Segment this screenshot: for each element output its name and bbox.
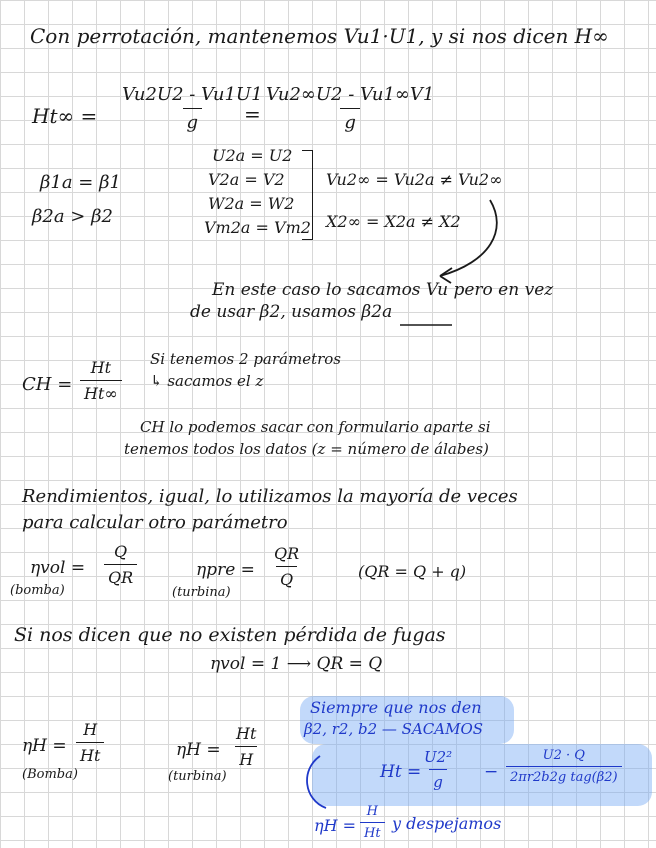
ht-fraction-2 [506, 748, 622, 785]
nh-bomba-num: H [83, 720, 98, 739]
ch-num: Ht [90, 358, 112, 377]
nvol-one-text: ηvol = 1 ⟶ QR = Q [210, 654, 383, 674]
nh-turbina-fraction [232, 724, 260, 769]
htoo-frac1-num: Vu2U2 - Vu1U1 [122, 84, 263, 105]
nvol-sub: (bomba) [10, 583, 65, 598]
despejamos-text: y despejamos [392, 814, 502, 833]
system-brace [302, 150, 313, 240]
despejamos-lhs: ηH = [314, 816, 357, 835]
despejamos-fraction [360, 804, 385, 841]
nvol-fraction [104, 542, 137, 587]
ch-fraction [80, 358, 122, 403]
npre-fraction [270, 544, 303, 589]
ch-lhs: CH = [22, 374, 73, 395]
siempre-line-2: β2, r2, b2 — SACAMOS [304, 720, 484, 738]
ht-frac2-den: 2πr2b2g tag(β2) [506, 766, 622, 785]
ht-frac2-num: U2 · Q [542, 748, 585, 763]
htoo-frac2-den: g [340, 108, 360, 133]
ht-minus: − [484, 762, 499, 782]
htoo-equals: = [244, 102, 261, 126]
ht-frac1-den: g [429, 769, 447, 791]
system-right-1: Vu2∞ = Vu2a ≠ Vu2∞ [326, 170, 503, 189]
despejamos-num: H [366, 804, 378, 819]
nh-bomba-den: Ht [76, 742, 104, 765]
nvol-num: Q [114, 542, 128, 561]
system-line-1: U2a = U2 [212, 146, 293, 165]
note-case-line-1: En este caso lo sacamos Vu pero en vez [212, 280, 554, 300]
npre-den: Q [276, 566, 297, 589]
ch-formulario-2: tenemos todos los datos (z = número de álabes) [124, 440, 489, 458]
fugas-text: Si nos dicen que no existen pérdida de fugas [14, 624, 446, 646]
ht-lhs: Ht = [380, 762, 422, 782]
nh-bomba-fraction [76, 720, 104, 765]
nvol-den: QR [104, 564, 137, 587]
nh-turbina-num: Ht [236, 724, 257, 743]
npre-lhs: ηpre = [196, 560, 255, 580]
ch-formulario-1: CH lo podemos sacar con formulario aparte si [140, 418, 491, 436]
qr-definition: (QR = Q + q) [358, 562, 467, 581]
htoo-frac1-den: g [183, 108, 203, 133]
ch-note-2: ↳ sacamos el z [150, 372, 264, 390]
system-line-2: V2a = V2 [208, 170, 285, 189]
siempre-line-1: Siempre que nos den [310, 698, 482, 717]
nh-turbina-sub: (turbina) [168, 769, 227, 784]
htoo-frac2-num: Vu2∞U2 - Vu1∞V1 [266, 84, 435, 105]
ht-fraction-1 [420, 748, 456, 791]
npre-sub: (turbina) [172, 585, 231, 600]
beta1-relation: β1a = β1 [40, 172, 121, 193]
npre-num: QR [274, 544, 300, 563]
ch-note-1: Si tenemos 2 parámetros [150, 350, 342, 368]
beta2-relation: β2a > β2 [32, 206, 113, 227]
ht-frac1-num: U2² [424, 748, 453, 766]
nh-bomba-sub: (Bomba) [22, 767, 78, 782]
system-right-2: X2∞ = X2a ≠ X2 [326, 212, 461, 231]
nh-turbina-den: H [235, 746, 257, 769]
rendimientos-line-2: para calcular otro parámetro [22, 512, 288, 533]
system-line-4: Vm2a = Vm2 [204, 218, 311, 237]
ch-den: Ht∞ [80, 380, 122, 403]
intro-text: Con perrotación, mantenemos Vu1·U1, y si nos dicen H∞ [30, 24, 609, 48]
system-line-3: W2a = W2 [208, 194, 295, 213]
nh-bomba-lhs: ηH = [22, 736, 67, 756]
note-case-line-2: de usar β2, usamos β2a [190, 302, 393, 322]
htoo-fraction-2 [262, 84, 438, 133]
htoo-lhs: Ht∞ = [32, 104, 98, 128]
despejamos-den: Ht [360, 822, 385, 841]
nh-turbina-lhs: ηH = [176, 740, 221, 760]
nvol-lhs: ηvol = [30, 558, 86, 578]
rendimientos-line-1: Rendimientos, igual, lo utilizamos la mayoría de veces [22, 486, 518, 507]
